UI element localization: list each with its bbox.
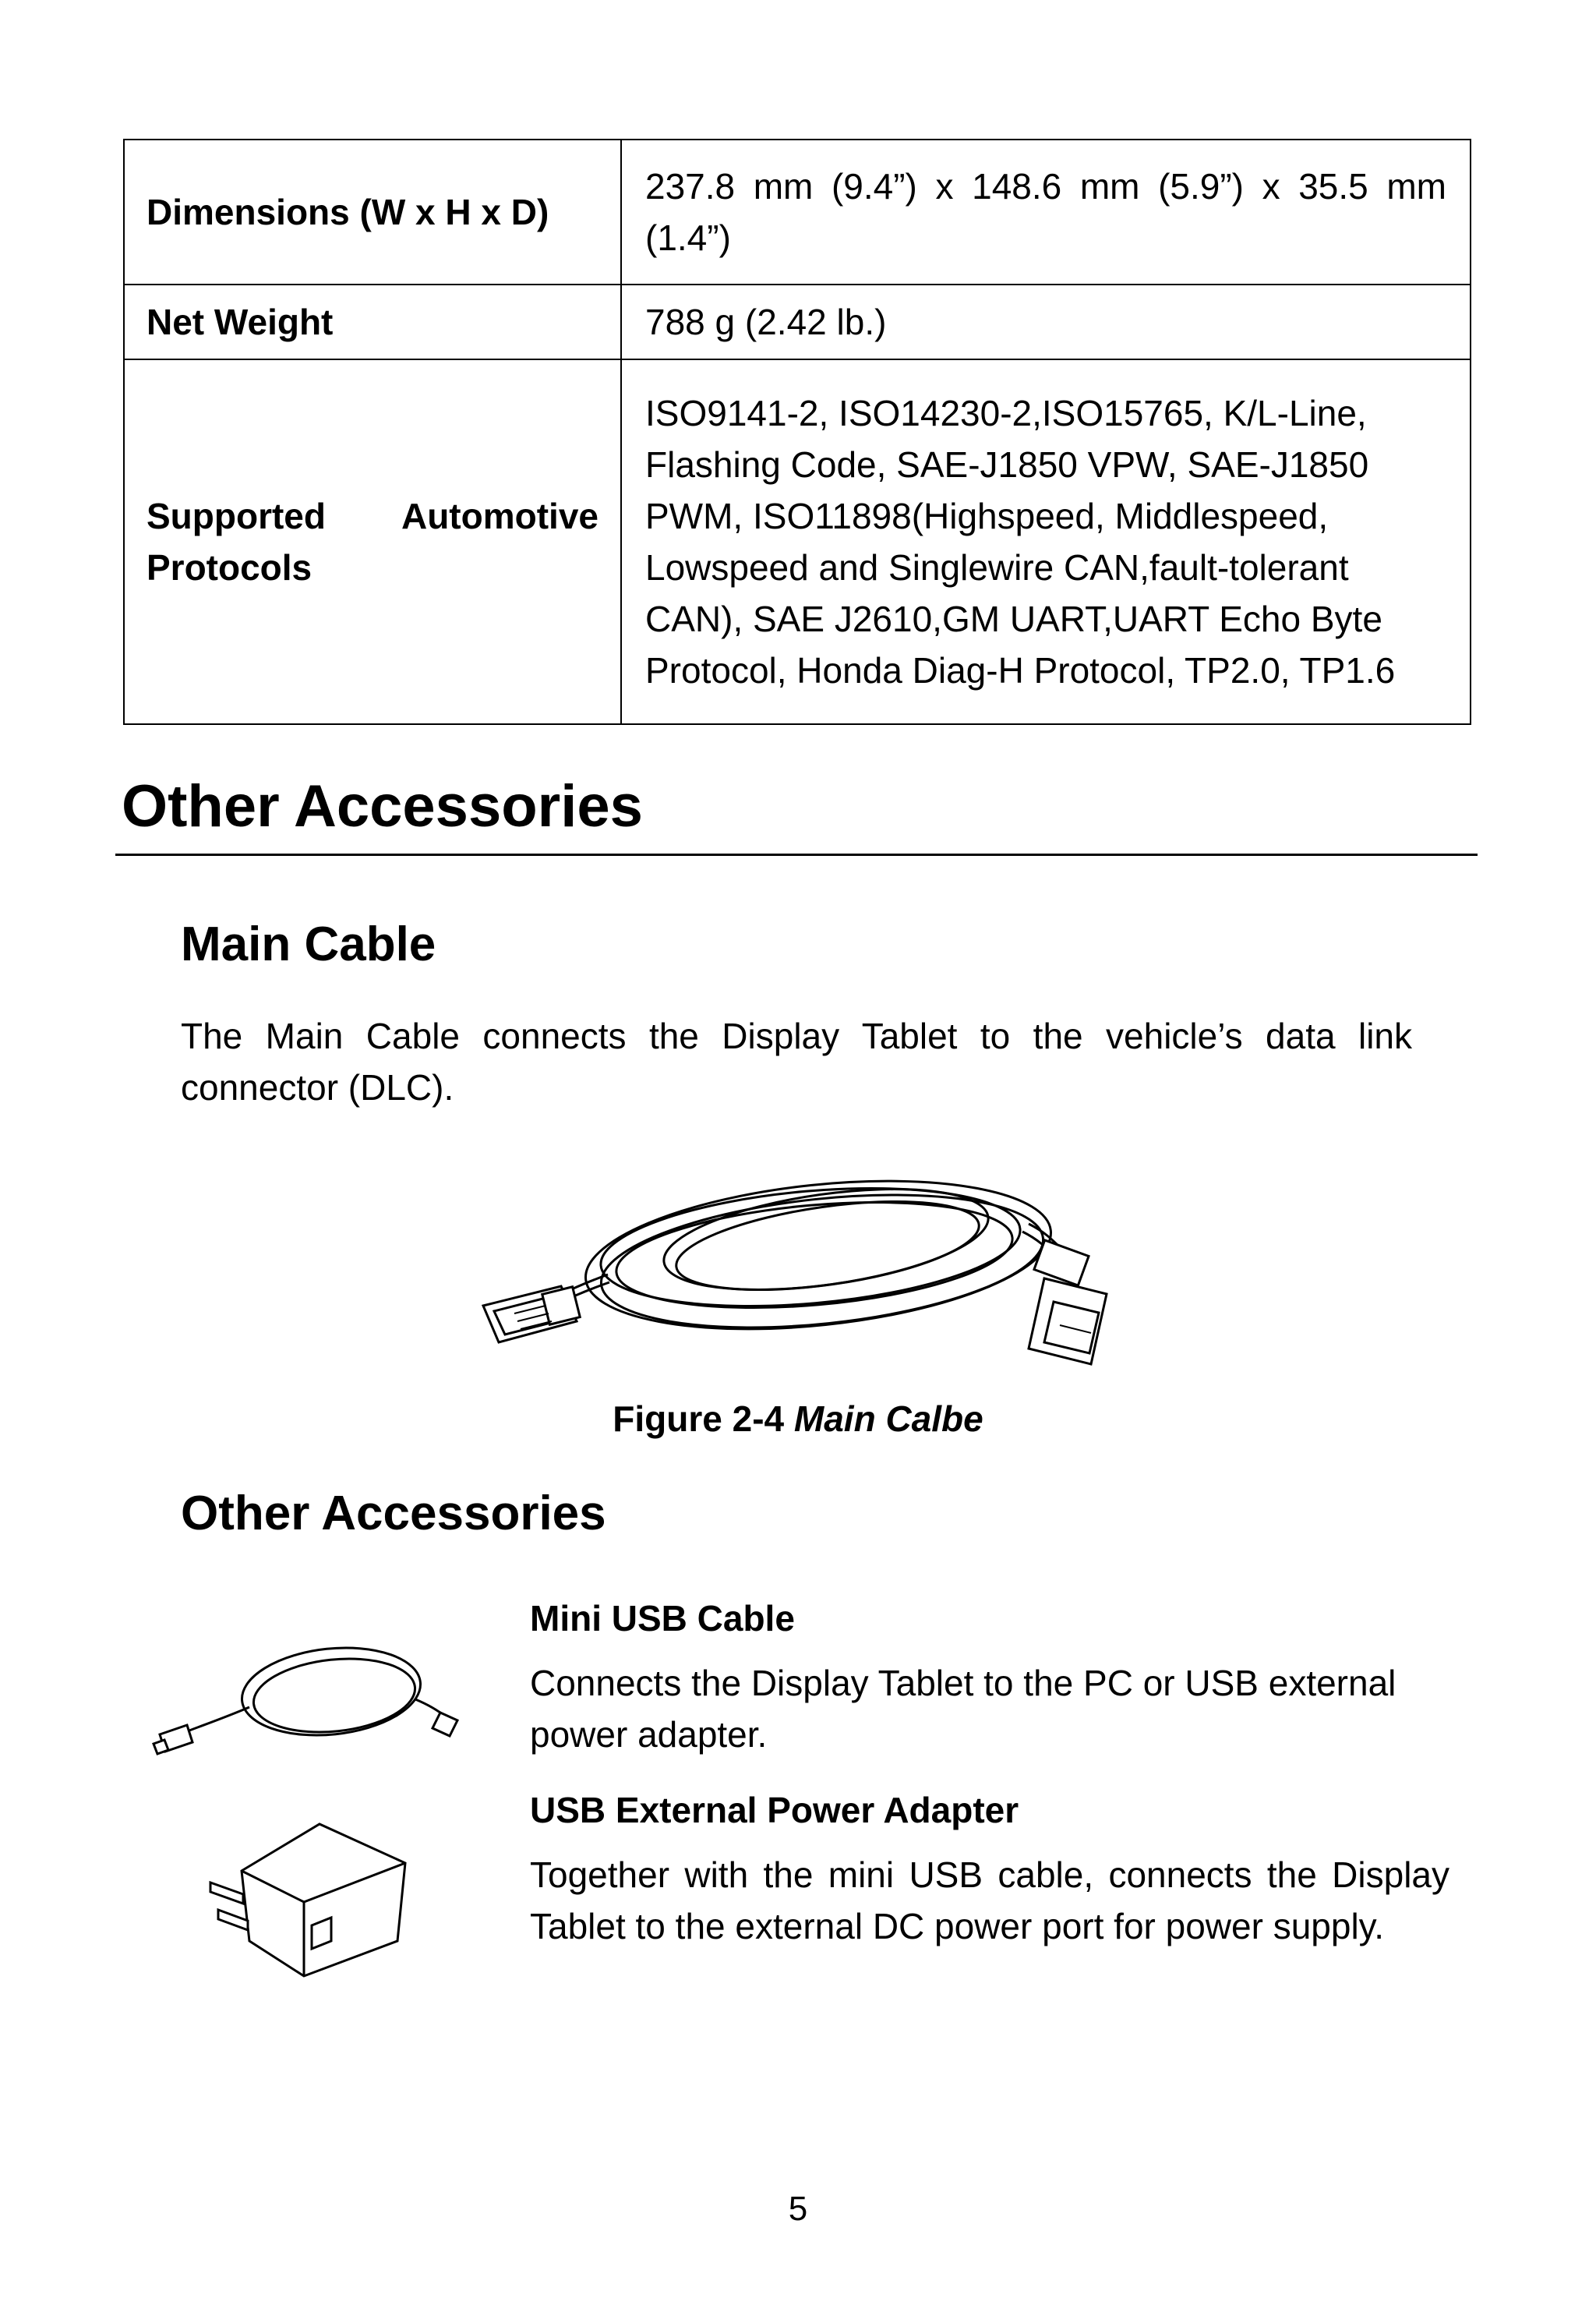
main-cable-illustration — [468, 1138, 1138, 1388]
figure-caption — [0, 1395, 1596, 1442]
spec-row-dimensions — [124, 140, 1471, 285]
mini-usb-cable-description: Connects the Display Tablet to the PC or USB external power adapter. — [530, 1663, 1396, 1755]
mini-usb-cable-title: Mini USB Cable — [530, 1598, 795, 1639]
specs-table — [123, 139, 1471, 725]
spec-row-protocols — [124, 359, 1471, 724]
spec-label: Supported Automotive Protocols — [124, 359, 621, 724]
section-divider — [115, 854, 1478, 856]
spec-value: 237.8 mm (9.4”) x 148.6 mm (5.9”) x 35.5 mm (1.4”) — [621, 140, 1471, 285]
usb-power-adapter-title: USB External Power Adapter — [530, 1790, 1019, 1830]
section-title: Other Accessories — [122, 773, 643, 840]
page-number: 5 — [788, 2190, 808, 2228]
main-cable-heading: Main Cable — [181, 917, 436, 971]
spec-label: Dimensions (W x H x D) — [124, 140, 621, 285]
spec-value: ISO9141-2, ISO14230-2,ISO15765, K/L-Line, Flashing Code, SAE-J1850 VPW, SAE-J1850 PWM, ISO11898(Highspeed, Middlespeed, Lowspeed and Singlewire CAN,fault-tolerant CAN), SAE J2610,GM UART,UART Echo Byte Protocol, Honda Diag-H Protocol, TP2.0, TP1.6 — [621, 359, 1471, 724]
mini-usb-cable-illustration — [152, 1633, 464, 1758]
spec-row-weight — [124, 285, 1471, 359]
figure-label: Figure 2-4 — [613, 1398, 785, 1439]
spec-label: Net Weight — [124, 285, 621, 359]
spec-value: 788 g (2.42 lb.) — [621, 285, 1471, 359]
other-accessories-heading: Other Accessories — [181, 1487, 606, 1540]
figure-title: Main Calbe — [793, 1398, 983, 1439]
usb-power-adapter-illustration — [195, 1808, 429, 1980]
usb-power-adapter-description: Together with the mini USB cable, connects the Display Tablet to the external DC power port for power supply. — [530, 1854, 1449, 1946]
main-cable-description: The Main Cable connects the Display Tablet to the vehicle’s data link connector (DLC). — [181, 1016, 1412, 1108]
